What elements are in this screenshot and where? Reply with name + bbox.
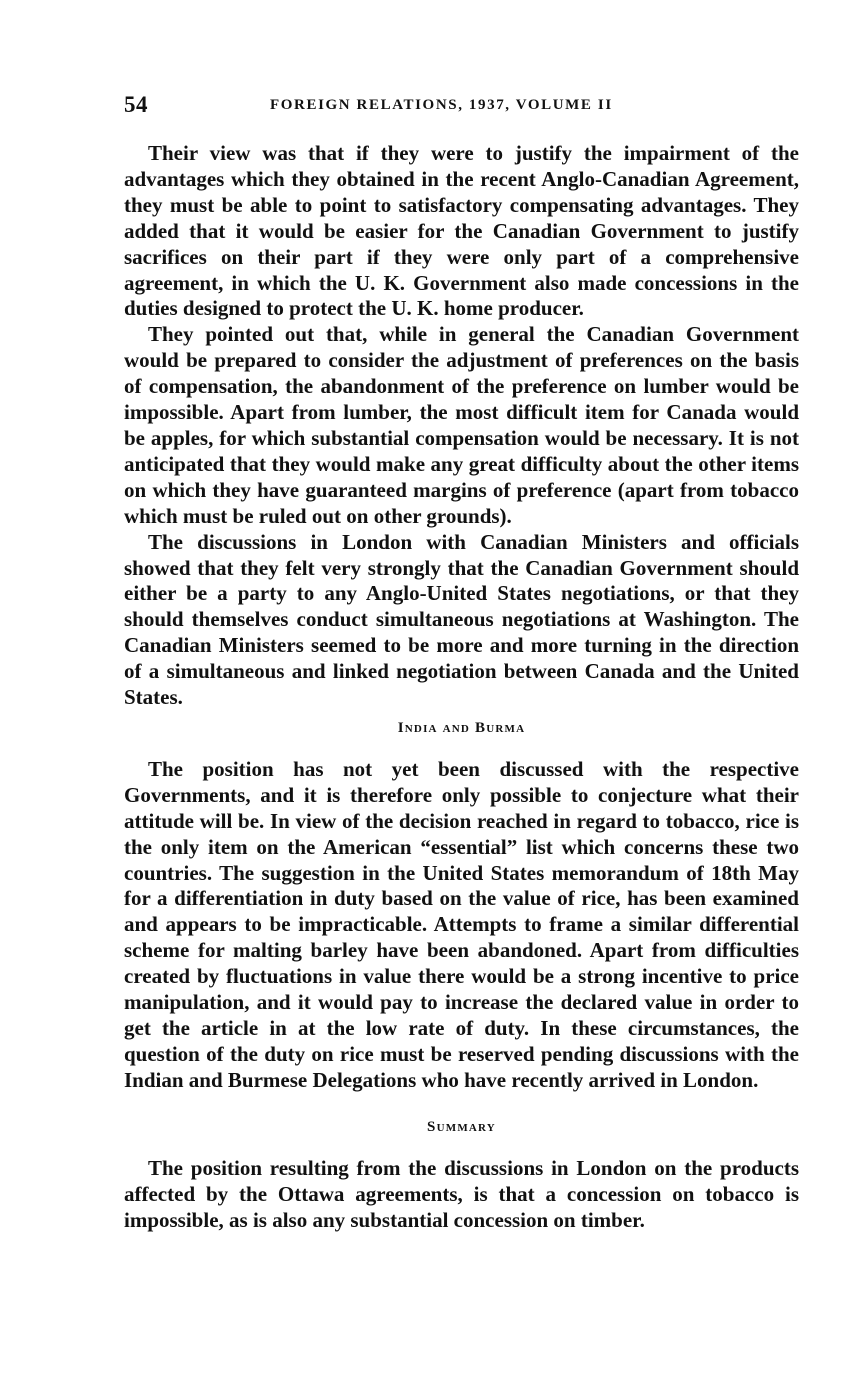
paragraph-canadian-preferences: They pointed out that, while in general the Canadian Government would be prepared to consider the adjustment of preferences on the basis of compensation, the abandonment of the preference on lumber would be impossible. Apart from lumber, the most difficult item for Canada would be apples, for which substantial compensation would be necessary. It is not anticipated that they would make any great difficulty about the other items on which they have guaranteed margins of preference (apart from tobacco which must be ruled out on other grounds). <box>124 322 799 528</box>
body-text <box>124 141 799 1233</box>
running-head: FOREIGN RELATIONS, 1937, VOLUME II <box>270 97 613 113</box>
paragraph-canadian-view: Their view was that if they were to justify the impairment of the advantages which they obtained in the recent Anglo-Canadian Agreement, they must be able to point to satisfactory compensating advantages. They added that it would be easier for the Canadian Government to justify sacrifices on their part if they were only part of a comprehensive agreement, in which the U. K. Government also made concessions in the duties designed to protect the U. K. home producer. <box>124 141 799 321</box>
paragraph-summary: The position resulting from the discussions in London on the products affected by the Ottawa agreements, is that a concession on tobacco is impossible, as is also any substantial concession on timber. <box>124 1155 799 1232</box>
paragraph-london-discussions: The discussions in London with Canadian Ministers and officials showed that they felt very strongly that the Canadian Government should either be a party to any Anglo-United States negotiations, or that they should themselves conduct simultaneous negotiations at Washington. The Canadian Ministers seemed to be more and more turning in the direction of a simultaneous and linked negotiation between Canada and the United States. <box>124 529 799 710</box>
page-number: 54 <box>124 92 148 117</box>
paragraph-india-burma: The position has not yet been discussed with the respective Governments, and it is therefore only possible to conjecture what their attitude will be. In view of the decision reached in regard to tobacco, rice is the only item on the American “essential” list which concerns these two countries. The suggestion in the United States memorandum of 18th May for a differentiation in duty based on the value of rice, has been examined and appears to be impracticable. Attempts to frame a similar differential scheme for malting barley have been abandoned. Apart from difficulties created by fluctuations in value there would be a strong incentive to price manipulation, and it would pay to increase the declared value in order to get the article in at the low rate of duty. In these circumstances, the question of the duty on rice must be reserved pending discussions with the Indian and Burmese Delegations who have recently arrived in London. <box>124 756 799 1092</box>
section-heading-india-burma: India and Burma <box>397 719 526 736</box>
section-heading-summary: Summary <box>427 1118 496 1135</box>
page-header <box>124 92 800 132</box>
